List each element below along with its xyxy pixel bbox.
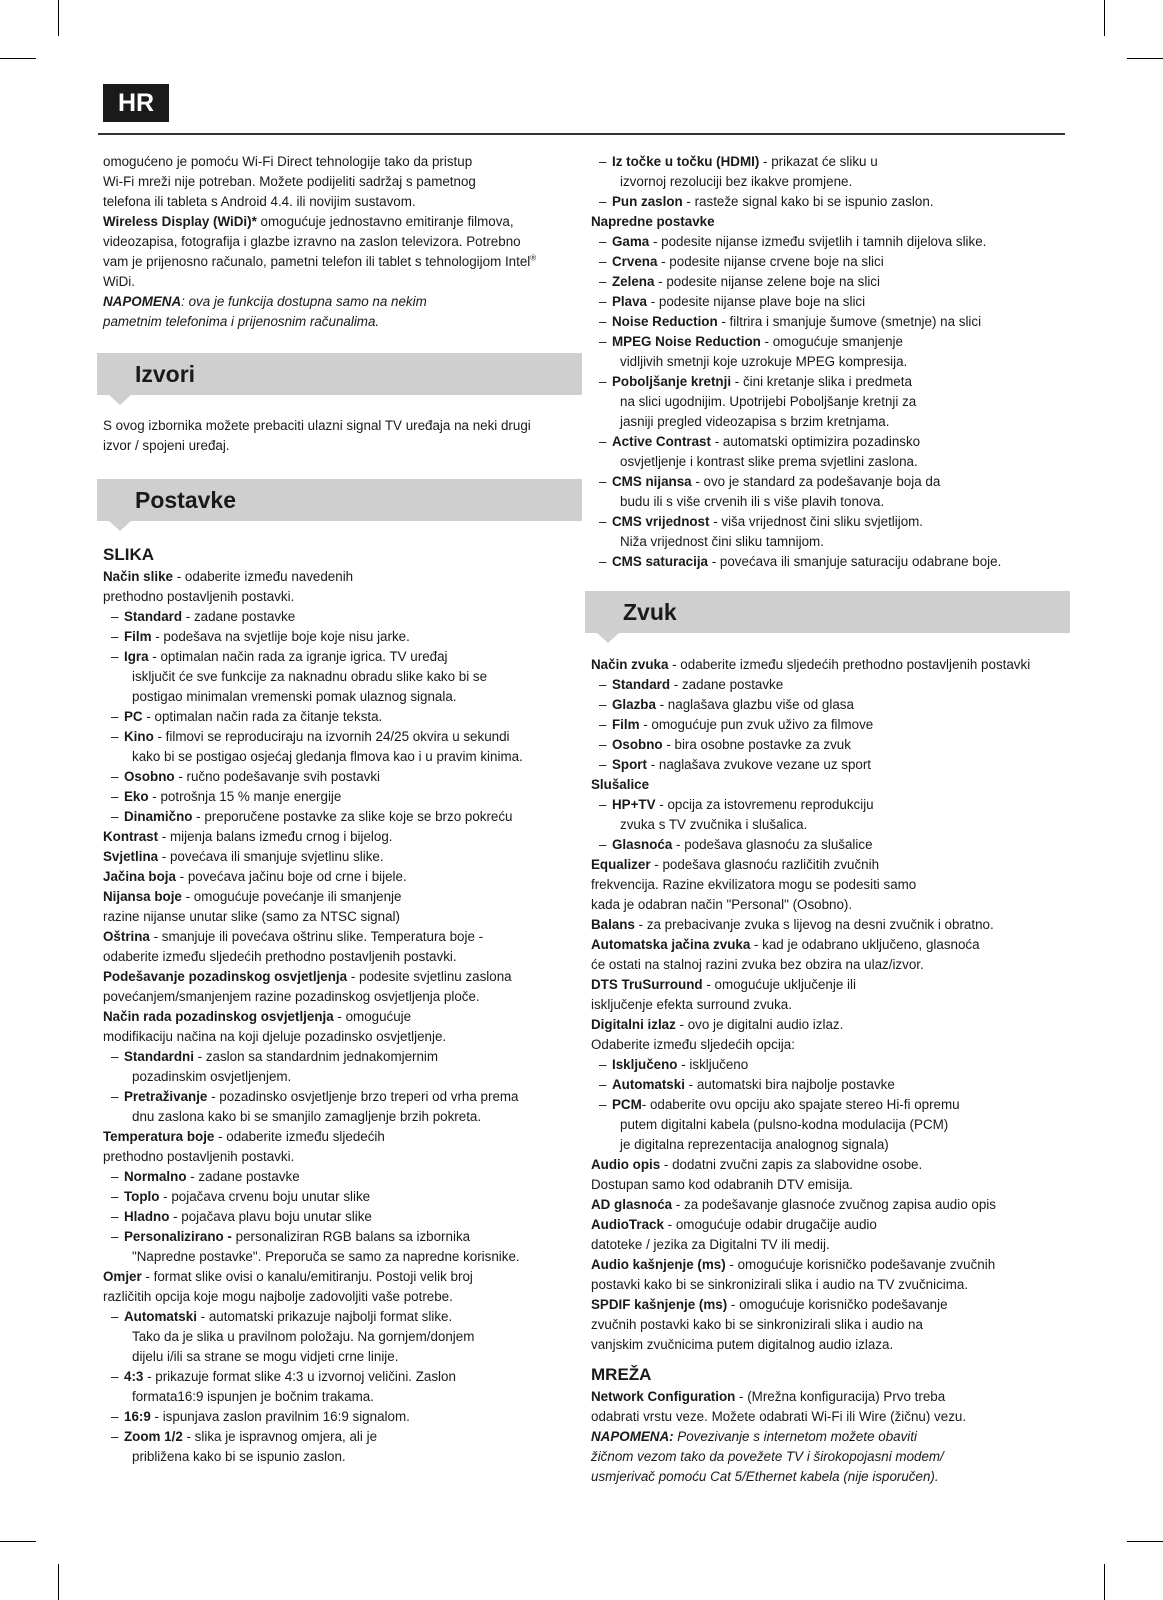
list-item: – Active Contrast - automatski optimizira pozadinsko osvjetljenje i kontrast slike prema svjetlini zaslona. xyxy=(599,434,921,469)
list-item: – Automatski - automatski prikazuje najbolji format slike. Tako da je slika u pravilnom položaju. Na gornjem/donjem dijelu i/ili sa strane se mogu vidjeti crne linije. xyxy=(111,1309,475,1364)
list-item: – Zelena - podesite nijanse zelene boje na slici xyxy=(591,272,1061,292)
dash-bullet: – xyxy=(599,514,607,529)
list-item: – Pretraživanje - pozadinsko osvjetljenje brzo treperi od vrha prema dnu zaslona kako bi se smanjilo zamagljenje brzih pokreta. xyxy=(111,1089,519,1124)
widi-paragraph: Wireless Display (WiDi)* omogućuje jednostavno emitiranje filmova, videozapisa, fotografija i glazbe izravno na zaslon televizora. Potrebno vam je prijenosno računalo, pametni telefon ili tablet s tehnologijom Intel® WiDi. xyxy=(103,214,537,289)
izvori-paragraph: S ovog izbornika možete prebaciti ulazni signal TV uređaja na neki drugi izvor / spojeni uređaj. xyxy=(103,418,531,453)
list-item: – HP+TV - opcija za istovremenu reprodukciju zvuka s TV zvučnika i slušalica. xyxy=(599,797,874,832)
header-notch xyxy=(109,521,131,531)
omjer-list xyxy=(103,1307,573,1467)
dash-bullet: – xyxy=(111,1189,119,1204)
list-item: – Glasnoća - podešava glasnoću za slušalice xyxy=(591,835,1061,855)
dash-bullet: – xyxy=(111,1209,119,1224)
napredne-title: Napredne postavke xyxy=(591,214,715,229)
list-item: – Osobno - ručno podešavanje svih postavki xyxy=(103,767,573,787)
dash-bullet: – xyxy=(111,1309,119,1324)
section-header-postavke: Postavke xyxy=(97,479,582,521)
dash-bullet: – xyxy=(599,697,607,712)
subsection-title-slika: SLIKA xyxy=(103,545,154,564)
dash-bullet: – xyxy=(111,789,119,804)
list-item: – Zoom 1/2 - slika je ispravnog omjera, ali je približena kako bi se ispunio zaslon. xyxy=(111,1429,378,1464)
list-item: – MPEG Noise Reduction - omogućuje smanjenje vidljivih smetnji koje uzrokuje MPEG kompresija. xyxy=(599,334,908,369)
list-item: – Film - podešava na svjetlije boje koje nisu jarke. xyxy=(103,627,573,647)
crop-mark xyxy=(0,1541,36,1542)
dash-bullet: – xyxy=(599,314,607,329)
list-item: – Kino - filmovi se reproduciraju na izvornih 24/25 okvira u sekundi kako bi se postigao osjećaj gledanja flmova kao i u pravim kinima. xyxy=(111,729,523,764)
list-item: – Poboljšanje kretnji - čini kretanje slika i predmeta na slici ugodnijim. Upotrijebi Poboljšanje kretnji za jasniji pregled videozapisa s brzim kretnjama. xyxy=(599,374,917,429)
list-item: – Iz točke u točku (HDMI) - prikazat će sliku u izvornoj rezoluciji bez ikakve promjene. xyxy=(599,154,878,189)
left-column: omogućeno je pomoću Wi-Fi Direct tehnologije tako da pristup Wi-Fi mreži nije potreban. Možete podijeliti sadržaj s pametnog telefona ili tableta s Android 4.4. ili novijim sustavom. Wireless Display (WiDi)* omogućuje jednostavno emitiranje filmova, videozapisa, fotografija i glazbe izravno na zaslon televizora. Potrebno vam je prijenosno računalo, pametni telefon ili tablet s tehnologijom Intel® WiDi. NAPOMENA: ova je funkcija dostupna samo na nekim pametnim telefonima i prijenosnim računalima. Izvori S ovog izbornika možete prebaciti ulazni signal TV uređaja na neki drugi izvor / spojeni uređaj. Postavke SLIKA Način slike - odaberite između navedenih prethodno postavljenih postavki. – Standard - zadane postavke – Film - podešava na svjetlije boje koje nisu jarke. – Igra - optimalan način rada za igranje igrica. TV uređaj isključit će sve funkcije za naknadnu obradu slike kako bi se postigao minimalan vremenski pomak ulaznog signala. – PC - optimalan način rada za čitanje teksta. – Kino - filmovi se reproduciraju na izvornih 24/25 okvira u sekundi kako bi se postigao osjećaj gledanja flmova kao i u pravim kinima. – Osobno - ručno podešavanje svih postavki – Eko - potrošnja 15 % manje energije – Dinamično - preporučene postavke za slike koje se brzo pokreću Kontrast - mijenja balans između crnog i bijelog. Svjetlina - povećava ili smanjuje svjetlinu slike. Jačina boja - povećava jačinu boje od crne i bijele. Nijansa boje - omogućuje povećanje ili smanjenje razine nijanse unutar slike (samo za NTSC signal) Oštrina - smanjuje ili povećava oštrinu slike. Temperatura boje - odaberite između sljedećih prethodno postavljenih postavki. Podešavanje pozadinskog osvjetljenja - podesite svjetlinu zaslona povećanjem/smanjenjem razine pozadinskog osvjetljenja ploče. Način rada pozadinskog osvjetljenja - omogućuje modifikaciju načina na koji djeluje pozadinsko osvjetljenje. – Standardni - zaslon sa standardnim jednakomjernim pozadinskim osvjetljenjem. – Pretraživanje - pozadinsko osvjetljenje brzo treperi od vrha prema dnu zaslona kako bi se smanjilo zamagljenje brzih pokreta. Temperatura boje - odaberite između sljedećih prethodno postavljenih postavki. – Normalno - zadane postavke – Toplo - pojačava crvenu boju unutar slike – Hladno - pojačava plavu boju unutar slike – Personalizirano - personaliziran RGB balans sa izbornika "Napredne postavke". Preporuča se samo za napredne korisnike. Omjer - format slike ovisi o kanalu/emitiranju. Postoji velik broj različitih opcija koje mogu najbolje zadovoljiti vaše potrebe. – Automatski - automatski prikazuje najbolji format slike. Tako da je slika u pravilnom položaju. Na gornjem/donjem dijelu i/ili sa strane se mogu vidjeti crne linije. – 4:3 - prikazuje format slike 4:3 u izvornoj veličini. Zaslon formata16:9 ispunjen je bočnim trakama. – 16:9 - ispunjava zaslon pravilnim 16:9 signalom. – Zoom 1/2 - slika je ispravnog omjera, ali je približena kako bi se ispunio zaslon. xyxy=(103,152,573,1467)
list-item: – Dinamično - preporučene postavke za slike koje se brzo pokreću xyxy=(103,807,573,827)
header-notch xyxy=(109,395,131,405)
crop-mark xyxy=(1127,58,1163,59)
list-item: – Gama - podesite nijanse između svijetlih i tamnih dijelova slike. xyxy=(591,232,1061,252)
list-item: – PC - optimalan način rada za čitanje teksta. xyxy=(103,707,573,727)
list-item: – PCM- odaberite ovu opciju ako spajate stereo Hi-fi opremu putem digitalni kabela (pulsno-kodna modulacija (PCM) je digitalna reprezentacija analognog signala) xyxy=(599,1097,960,1152)
list-item: – Crvena - podesite nijanse crvene boje na slici xyxy=(591,252,1061,272)
crop-mark xyxy=(58,0,59,36)
dash-bullet: – xyxy=(599,434,607,449)
dash-bullet: – xyxy=(111,809,119,824)
napredne-list xyxy=(591,232,1061,572)
nacin-zvuka-list xyxy=(591,675,1061,775)
crop-mark xyxy=(1104,1564,1105,1600)
dash-bullet: – xyxy=(111,769,119,784)
slusalice-list xyxy=(591,795,1061,855)
crop-mark xyxy=(1104,0,1105,36)
header-notch xyxy=(597,633,619,643)
mreza-note: NAPOMENA: Povezivanje s internetom možete obaviti žičnom vezom tako da povežete TV i širokopojasni modem/ usmjerivač pomoću Cat 5/Ethernet kabela (nije isporučen). xyxy=(591,1429,944,1484)
format-list xyxy=(591,152,1061,212)
list-item: – Osobno - bira osobne postavke za zvuk xyxy=(591,735,1061,755)
list-item: – Normalno - zadane postavke xyxy=(103,1167,573,1187)
list-item: – Isključeno - isključeno xyxy=(591,1055,1061,1075)
dash-bullet: – xyxy=(599,757,607,772)
list-item: – Eko - potrošnja 15 % manje energije xyxy=(103,787,573,807)
list-item: – Film - omogućuje pun zvuk uživo za filmove xyxy=(591,715,1061,735)
crop-mark xyxy=(1127,1541,1163,1542)
dash-bullet: – xyxy=(599,274,607,289)
list-item: – Hladno - pojačava plavu boju unutar slike xyxy=(103,1207,573,1227)
dash-bullet: – xyxy=(599,154,607,169)
temperatura-list xyxy=(103,1167,573,1267)
section-header-izvori: Izvori xyxy=(97,353,582,395)
dash-bullet: – xyxy=(599,234,607,249)
dash-bullet: – xyxy=(111,1089,119,1104)
list-item: – Pun zaslon - rasteže signal kako bi se ispunio zaslon. xyxy=(591,192,1061,212)
list-item: – Standardni - zaslon sa standardnim jednakomjernim pozadinskim osvjetljenjem. xyxy=(111,1049,439,1084)
note-paragraph: NAPOMENA: ova je funkcija dostupna samo na nekim pametnim telefonima i prijenosnim računalima. xyxy=(103,294,427,329)
dash-bullet: – xyxy=(599,374,607,389)
dash-bullet: – xyxy=(111,609,119,624)
dash-bullet: – xyxy=(599,1057,607,1072)
language-badge: HR xyxy=(103,84,169,122)
digitalni-izlaz-list xyxy=(591,1055,1061,1155)
nacin-slike-list xyxy=(103,607,573,827)
list-item: – Glazba - naglašava glazbu više od glasa xyxy=(591,695,1061,715)
dash-bullet: – xyxy=(111,709,119,724)
header-rule xyxy=(98,133,1065,135)
list-item: – Plava - podesite nijanse plave boje na slici xyxy=(591,292,1061,312)
dash-bullet: – xyxy=(111,1049,119,1064)
dash-bullet: – xyxy=(599,737,607,752)
list-item: – Automatski - automatski bira najbolje postavke xyxy=(591,1075,1061,1095)
dash-bullet: – xyxy=(111,1169,119,1184)
dash-bullet: – xyxy=(599,1097,607,1112)
crop-mark xyxy=(58,1564,59,1600)
intro-paragraph: omogućeno je pomoću Wi-Fi Direct tehnologije tako da pristup Wi-Fi mreži nije potreban. Možete podijeliti sadržaj s pametnog telefona ili tableta s Android 4.4. ili novijim sustavom. xyxy=(103,154,476,209)
dash-bullet: – xyxy=(599,554,607,569)
dash-bullet: – xyxy=(599,474,607,489)
dash-bullet: – xyxy=(599,797,607,812)
list-item: – CMS vrijednost - viša vrijednost čini sliku svjetlijom. Niža vrijednost čini sliku tamnijom. xyxy=(599,514,924,549)
dash-bullet: – xyxy=(111,1429,119,1444)
dash-bullet: – xyxy=(599,294,607,309)
dash-bullet: – xyxy=(599,334,607,349)
nacin-rada-list xyxy=(103,1047,573,1127)
list-item: – 4:3 - prikazuje format slike 4:3 u izvornoj veličini. Zaslon formata16:9 ispunjen je bočnim trakama. xyxy=(111,1369,456,1404)
list-item: – 16:9 - ispunjava zaslon pravilnim 16:9 signalom. xyxy=(103,1407,573,1427)
list-item: – Sport - naglašava zvukove vezane uz sport xyxy=(591,755,1061,775)
list-item: – Noise Reduction - filtrira i smanjuje šumove (smetnje) na slici xyxy=(591,312,1061,332)
dash-bullet: – xyxy=(599,717,607,732)
section-header-zvuk: Zvuk xyxy=(585,591,1070,633)
list-item: – Igra - optimalan način rada za igranje igrica. TV uređaj isključit će sve funkcije za naknadnu obradu slike kako bi se postigao minimalan vremenski pomak ulaznog signala. xyxy=(111,649,488,704)
list-item: – Standard - zadane postavke xyxy=(591,675,1061,695)
dash-bullet: – xyxy=(111,1229,119,1244)
list-item: – Standard - zadane postavke xyxy=(103,607,573,627)
dash-bullet: – xyxy=(599,1077,607,1092)
list-item: – Personalizirano - personaliziran RGB balans sa izbornika "Napredne postavke". Preporuča se samo za napredne korisnike. xyxy=(111,1229,520,1264)
dash-bullet: – xyxy=(111,1369,119,1384)
dash-bullet: – xyxy=(111,1409,119,1424)
dash-bullet: – xyxy=(599,677,607,692)
list-item: – CMS saturacija - povećava ili smanjuje saturaciju odabrane boje. xyxy=(591,552,1061,572)
dash-bullet: – xyxy=(111,729,119,744)
list-item: – Toplo - pojačava crvenu boju unutar slike xyxy=(103,1187,573,1207)
list-item: – CMS nijansa - ovo je standard za podešavanje boja da budu ili s više crvenih ili s više plavih tonova. xyxy=(599,474,941,509)
right-column: – Iz točke u točku (HDMI) - prikazat će sliku u izvornoj rezoluciji bez ikakve promjene. – Pun zaslon - rasteže signal kako bi se ispunio zaslon. Napredne postavke – Gama - podesite nijanse između svijetlih i tamnih dijelova slike. – Crvena - podesite nijanse crvene boje na slici – Zelena - podesite nijanse zelene boje na slici – Plava - podesite nijanse plave boje na slici – Noise Reduction - filtrira i smanjuje šumove (smetnje) na slici – MPEG Noise Reduction - omogućuje smanjenje vidljivih smetnji koje uzrokuje MPEG kompresija. – Poboljšanje kretnji - čini kretanje slika i predmeta na slici ugodnijim. Upotrijebi Poboljšanje kretnji za jasniji pregled videozapisa s brzim kretnjama. – Active Contrast - automatski optimizira pozadinsko osvjetljenje i kontrast slike prema svjetlini zaslona. – CMS nijansa - ovo je standard za podešavanje boja da budu ili s više crvenih ili s više plavih tonova. – CMS vrijednost - viša vrijednost čini sliku svjetlijom. Niža vrijednost čini sliku tamnijom. – CMS saturacija - povećava ili smanjuje saturaciju odabrane boje. Zvuk Način zvuka - odaberite između sljedećih prethodno postavljenih postavki – Standard - zadane postavke – Glazba - naglašava glazbu više od glasa – Film - omogućuje pun zvuk uživo za filmove – Osobno - bira osobne postavke za zvuk – Sport - naglašava zvukove vezane uz sport Slušalice – HP+TV - opcija za istovremenu reprodukciju zvuka s TV zvučnika i slušalica. – Glasnoća - podešava glasnoću za slušalice Equalizer - podešava glasnoću različitih zvučnih frekvencija. Razine ekvilizatora mogu se podesiti samo kada je odabran način "Personal" (Osobno). Balans - za prebacivanje zvuka s lijevog na desni zvučnik i obratno. Automatska jačina zvuka - kad je odabrano uključeno, glasnoća će ostati na stalnoj razini zvuka bez obzira na ulaz/izvor. DTS TruSurround - omogućuje uključenje ili isključenje efekta surround zvuka. Digitalni izlaz - ovo je digitalni audio izlaz. Odaberite između sljedećih opcija: – Isključeno - isključeno – Automatski - automatski bira najbolje postavke – PCM- odaberite ovu opciju ako spajate stereo Hi-fi opremu putem digitalni kabela (pulsno-kodna modulacija (PCM) je digitalna reprezentacija analognog signala) Audio opis - dodatni zvučni zapis za slabovidne osobe. Dostupan samo kod odabranih DTV emisija. AD glasnoća - za podešavanje glasnoće zvučnog zapisa audio opis AudioTrack - omogućuje odabir drugačije audio datoteke / jezika za Digitalni TV ili medij. Audio kašnjenje (ms) - omogućuje korisničko podešavanje zvučnih postavki kako bi se sinkronizirali slika i audio na TV zvučnicima. SPDIF kašnjenje (ms) - omogućuje korisničko podešavanje zvučnih postavki kako bi se sinkronizirali slika i audio na vanjskim zvučnicima putem digitalnog audio izlaza. MREŽA Network Configuration - (Mrežna konfiguracija) Prvo treba odabrati vrstu veze. Možete odabrati Wi-Fi ili Wire (žičnu) vezu. NAPOMENA: Povezivanje s internetom možete obaviti žičnom vezom tako da povežete TV i širokopojasni modem/ usmjerivač pomoću Cat 5/Ethernet kabela (nije isporučen). xyxy=(591,152,1061,1487)
dash-bullet: – xyxy=(599,837,607,852)
dash-bullet: – xyxy=(599,254,607,269)
dash-bullet: – xyxy=(111,649,119,664)
dash-bullet: – xyxy=(111,629,119,644)
crop-mark xyxy=(0,58,36,59)
subsection-title-mreza: MREŽA xyxy=(591,1365,652,1384)
dash-bullet: – xyxy=(599,194,607,209)
